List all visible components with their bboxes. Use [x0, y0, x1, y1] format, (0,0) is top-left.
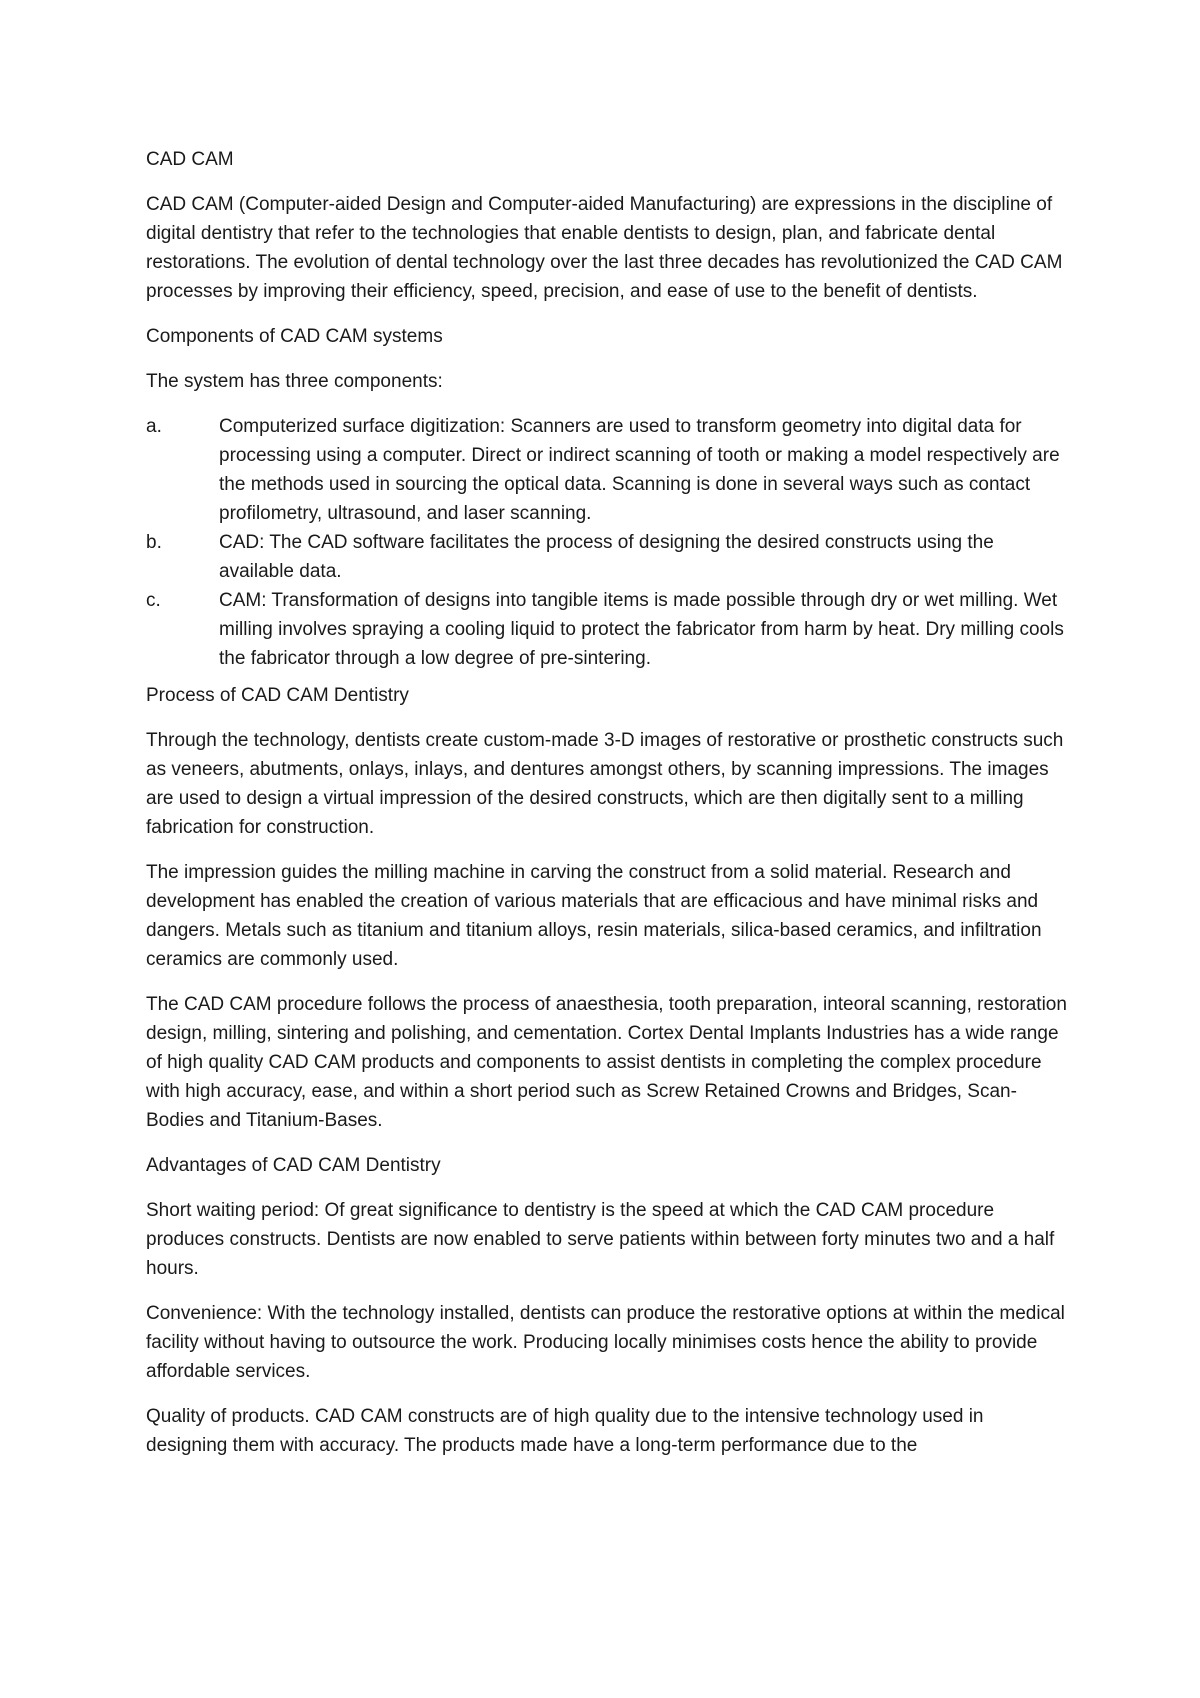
- process-paragraph: The impression guides the milling machine in carving the construct from a solid material. Research and development has enabled the creation of various materials that are efficacious and have minimal risks and dangers. Metals such as titanium and titanium alloys, resin materials, silica-based ceramics, and infiltration ceramics are commonly used.: [146, 862, 1042, 970]
- process-paragraph: Through the technology, dentists create custom-made 3-D images of restorative or prosthetic constructs such as veneers, abutments, onlays, inlays, and dentures amongst others, by scanning impressions. The images are used to design a virtual impression of the desired constructs, which are then digitally sent to a milling fabrication for construction.: [146, 730, 1064, 838]
- process-heading: Process of CAD CAM Dentistry: [146, 685, 409, 706]
- intro-paragraph: CAD CAM (Computer-aided Design and Computer-aided Manufacturing) are expressions in the discipline of digital dentistry that refer to the technologies that enable dentists to design, plan, and fabricate dental restorations. The evolution of dental technology over the last three decades has revolutionized the CAD CAM processes by improving their efficiency, speed, precision, and ease of use to the benefit of dentists.: [146, 194, 1063, 302]
- list-item-text: CAD: The CAD software facilitates the process of designing the desired constructs using the available data.: [219, 532, 994, 582]
- list-item: [146, 412, 1068, 528]
- advantage-paragraph: Short waiting period: Of great significance to dentistry is the speed at which the CAD CAM procedure produces constructs. Dentists are now enabled to serve patients within between forty minutes two and a half hours.: [146, 1200, 1055, 1279]
- list-marker: a.: [146, 416, 162, 437]
- document-title: CAD CAM: [146, 149, 234, 170]
- process-paragraph: The CAD CAM procedure follows the process of anaesthesia, tooth preparation, inteoral scanning, restoration design, milling, sintering and polishing, and cementation. Cortex Dental Implants Industries has a wide range of high quality CAD CAM products and components to assist dentists in completing the complex procedure with high accuracy, ease, and within a short period such as Screw Retained Crowns and Bridges, Scan-Bodies and Titanium-Bases.: [146, 994, 1067, 1131]
- list-item: [146, 586, 1068, 673]
- components-intro: The system has three components:: [146, 371, 443, 392]
- components-heading: Components of CAD CAM systems: [146, 326, 443, 347]
- advantage-paragraph: Convenience: With the technology installed, dentists can produce the restorative options at within the medical facility without having to outsource the work. Producing locally minimises costs hence the ability to provide affordable services.: [146, 1303, 1065, 1382]
- advantage-paragraph: Quality of products. CAD CAM constructs are of high quality due to the intensive technology used in designing them with accuracy. The products made have a long-term performance due to the: [146, 1406, 984, 1456]
- list-item-text: Computerized surface digitization: Scanners are used to transform geometry into digital data for processing using a computer. Direct or indirect scanning of tooth or making a model respectively are the methods used in sourcing the optical data. Scanning is done in several ways such as contact profilometry, ultrasound, and laser scanning.: [219, 416, 1060, 524]
- list-item-text: CAM: Transformation of designs into tangible items is made possible through dry or wet milling. Wet milling involves spraying a cooling liquid to protect the fabricator from harm by heat. Dry milling cools the fabricator through a low degree of pre-sintering.: [219, 590, 1064, 669]
- list-marker: c.: [146, 590, 161, 611]
- list-item: [146, 528, 1068, 586]
- list-marker: b.: [146, 532, 162, 553]
- advantages-heading: Advantages of CAD CAM Dentistry: [146, 1155, 441, 1176]
- components-list: [146, 412, 1068, 673]
- document-body: [146, 145, 1068, 1476]
